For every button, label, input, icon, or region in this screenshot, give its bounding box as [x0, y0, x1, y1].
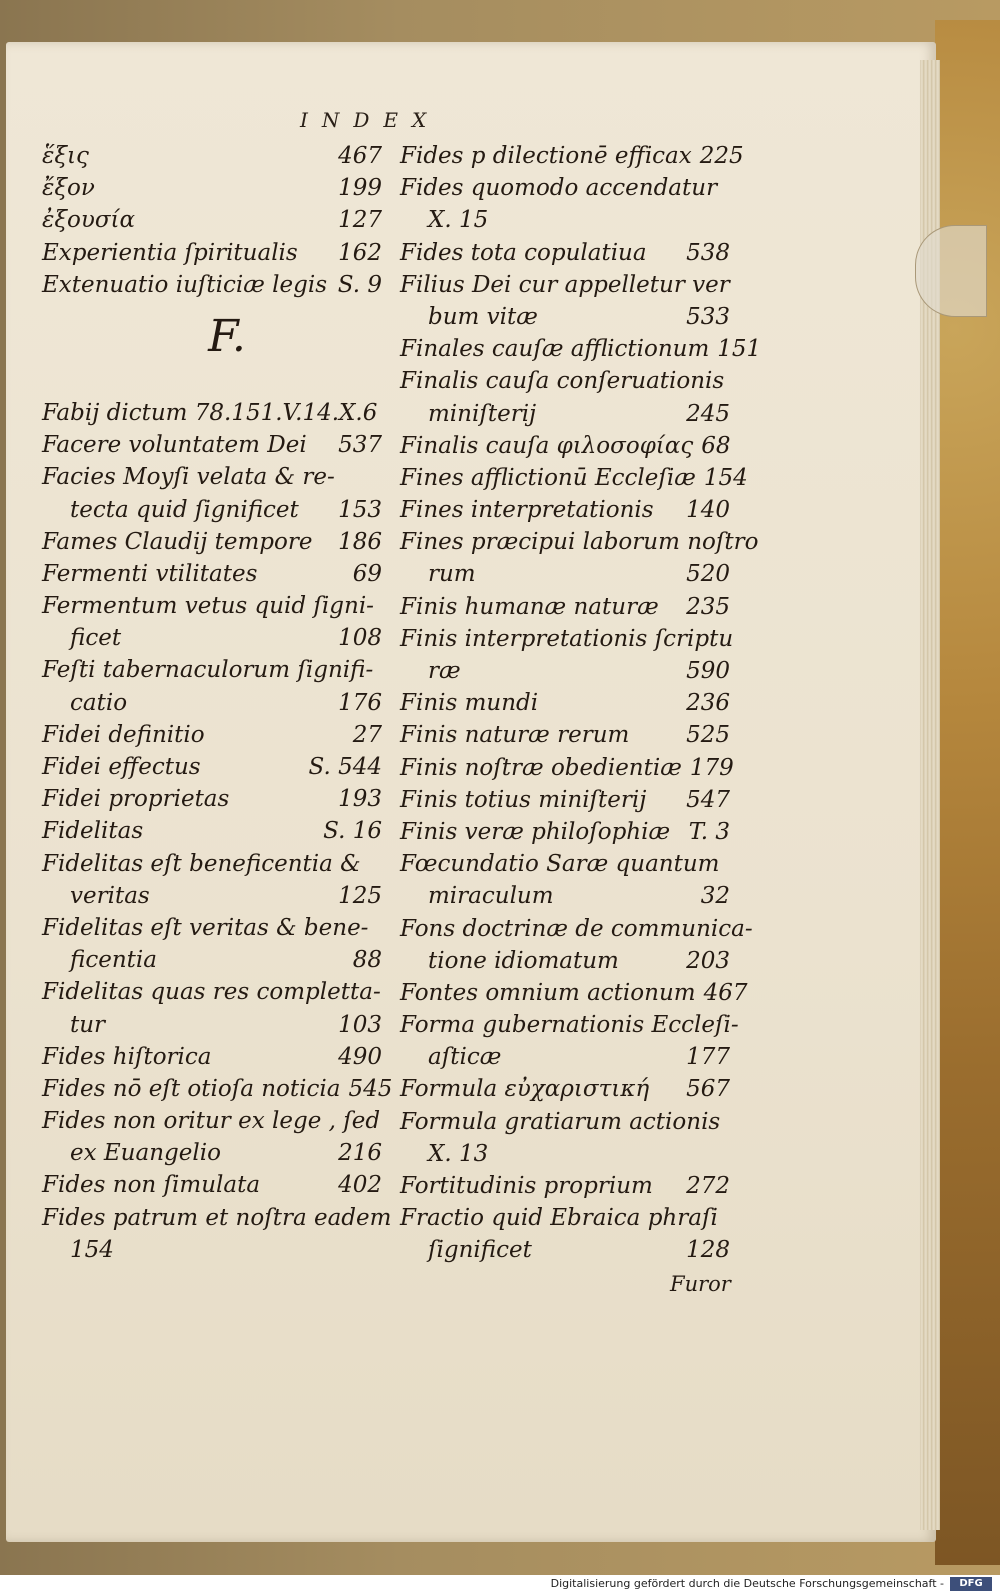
page-reference [381, 976, 389, 1008]
index-term: X. 15 [428, 207, 489, 234]
index-entry [42, 269, 382, 301]
index-term: Feſti tabernaculorum ſignifi- [42, 657, 374, 684]
index-entry [400, 1106, 730, 1138]
page-reference: 140 [686, 497, 730, 524]
index-term: Fractio quid Ebraica phraſi [400, 1205, 718, 1232]
index-term: Fontes omnium actionum [400, 979, 696, 1006]
page-reference [724, 365, 732, 397]
index-term: Fidelitas eſt beneficentia & [42, 850, 361, 877]
index-term: Fides patrum et noſtra eadem [42, 1204, 392, 1231]
catchword: Furor [670, 1272, 731, 1296]
index-term: Finis humanæ naturæ [400, 593, 659, 620]
page-reference: 27 [352, 721, 382, 748]
page-reference: 193 [338, 786, 382, 813]
index-term: Fermentum vetus quid ſigni- [42, 593, 374, 620]
index-term: Forma gubernationis Eccleſi- [400, 1012, 739, 1039]
page-reference: 199 [338, 175, 382, 202]
index-term: Fidei effectus [42, 754, 201, 780]
page-reference: 590 [686, 658, 730, 684]
index-term: aſticæ [428, 1044, 502, 1071]
index-entry [42, 622, 382, 654]
index-entry [400, 204, 730, 236]
index-entry [400, 398, 730, 430]
index-entry [42, 494, 382, 526]
index-term: veritas [70, 882, 150, 909]
page-reference: 68 [701, 432, 731, 459]
page-reference: 520 [686, 561, 730, 588]
page-reference: 490 [338, 1043, 382, 1070]
index-entry [400, 816, 730, 848]
index-entry [42, 590, 382, 622]
page-reference: 537 [338, 432, 382, 459]
index-term: Facere voluntatem Dei [42, 432, 307, 459]
page-reference [374, 461, 382, 493]
index-entry [400, 848, 730, 880]
page-reference [377, 397, 385, 429]
page-reference [374, 912, 382, 944]
index-entry [400, 687, 730, 719]
page-reference: 151 [717, 336, 762, 363]
index-term: Finis interpretationis ſcriptu [400, 625, 734, 652]
index-term: X. 13 [428, 1140, 489, 1167]
index-term: Experientia ſpiritualis [42, 239, 298, 266]
index-entry [42, 237, 382, 269]
page-reference: 154 [703, 464, 748, 491]
index-entry [42, 751, 382, 783]
index-entry [42, 558, 382, 590]
index-term: catio [70, 689, 128, 716]
index-term: bum vitæ [428, 303, 538, 330]
index-term: Facies Moyſi velata & re- [42, 464, 335, 491]
index-entry [42, 1009, 382, 1041]
page-reference [722, 204, 730, 236]
index-entry [42, 944, 382, 976]
page-reference: 525 [686, 722, 730, 749]
index-term: Filius Dei cur appelletur ver [400, 271, 730, 298]
index-term: Formula εὐχαριστική [400, 1076, 650, 1103]
index-term: Fabij dictum 78.151.V.14.X.6 [42, 399, 378, 426]
page-reference: 177 [686, 1044, 730, 1071]
index-term: Fides quomodo accendatur [400, 175, 718, 202]
index-entry [400, 945, 730, 977]
page-reference: 32 [700, 883, 730, 910]
index-term: ἐξουσία [42, 207, 136, 234]
index-entry [42, 172, 382, 204]
index-term: Formula gratiarum actionis [400, 1108, 721, 1135]
page-reference [739, 1009, 747, 1041]
index-term: miniſterij [428, 400, 537, 427]
page-reference: 547 [686, 786, 730, 813]
index-entry [400, 494, 730, 526]
index-entry [400, 140, 744, 172]
index-term: ræ [428, 658, 461, 684]
index-term: ſignificet [428, 1237, 532, 1264]
index-entry [42, 880, 382, 912]
index-entry [400, 1202, 730, 1234]
index-term: ficet [70, 625, 122, 652]
index-term: Fons doctrinæ de communica- [400, 915, 753, 942]
page-reference: 236 [686, 690, 730, 717]
index-entry [42, 719, 382, 751]
index-term: ἕξις [42, 143, 89, 169]
index-term: Fidelitas eſt veritas & bene- [42, 914, 369, 941]
page-reference: 179 [689, 754, 734, 781]
index-entry [400, 333, 762, 365]
page-reference [722, 1106, 730, 1138]
index-term: Finales cauſæ afflictionum [400, 336, 710, 363]
index-entry [400, 430, 730, 462]
page-reference: T. 3 [688, 818, 730, 845]
index-term: Fortitudinis proprium [400, 1173, 653, 1199]
page-reference [730, 269, 738, 301]
index-entry [42, 687, 382, 719]
index-entry [400, 558, 730, 590]
index-entry [42, 204, 382, 236]
index-term: Finis veræ philoſophiæ [400, 818, 671, 845]
page-header: INDEX [300, 108, 441, 132]
section-letter: F. [208, 310, 246, 362]
index-term: Extenuatio iuſticiæ legis [42, 271, 328, 298]
page-reference: 88 [352, 947, 382, 974]
page-reference [374, 848, 382, 880]
page-reference: 567 [686, 1076, 730, 1103]
index-term: Finis naturæ rerum [400, 722, 630, 749]
index-column-left [42, 140, 393, 1266]
page-reference: 216 [338, 1140, 382, 1167]
footer-credit: Digitalisierung gefördert durch die Deutsche Forschungsgemeinschaft - [550, 1577, 944, 1590]
index-term: 154 [70, 1236, 114, 1263]
page-reference: 467 [703, 979, 748, 1006]
index-term: ἔξον [42, 175, 95, 202]
index-column-right [400, 140, 762, 1267]
page-reference: 245 [686, 400, 730, 427]
page-reference: 545 [348, 1075, 393, 1102]
index-term: tione idiomatum [428, 947, 619, 974]
page-reference [758, 526, 766, 558]
index-entry [42, 783, 382, 815]
index-entry [42, 1234, 382, 1266]
page-reference: 125 [338, 882, 382, 909]
page-reference: 533 [686, 303, 730, 330]
index-term: Fames Claudij tempore [42, 528, 313, 555]
index-entry [42, 848, 382, 880]
index-term: Fides p dilectionē efficax [400, 143, 692, 169]
index-term: Finalis cauſa φιλοσοφίας [400, 432, 694, 459]
index-term: Fides tota copulatiua [400, 239, 647, 266]
index-term: Finis totius miniſterij [400, 786, 647, 813]
index-term: Finis mundi [400, 690, 539, 717]
index-tab-marker [915, 225, 987, 317]
page-reference [722, 848, 730, 880]
index-entry [400, 880, 730, 912]
index-term: Fidei proprietas [42, 786, 230, 813]
page-reference: S. 16 [323, 818, 382, 845]
index-term: Fidelitas quas res completta- [42, 979, 381, 1006]
index-entry [400, 1138, 730, 1170]
index-entry [400, 784, 730, 816]
page-reference: 225 [699, 143, 744, 169]
index-entry [400, 913, 753, 945]
index-entry [400, 655, 730, 687]
index-entry [400, 462, 748, 494]
index-term: Fides nō eſt otioſa noticia [42, 1075, 341, 1102]
page-reference: S. 544 [308, 754, 382, 780]
index-entry [42, 397, 382, 429]
index-entry [42, 912, 382, 944]
page-reference: 128 [686, 1237, 730, 1264]
index-term: Finalis cauſa conſeruationis [400, 368, 725, 395]
index-term: Fides non oritur ex lege , ſed [42, 1108, 381, 1135]
index-term: tecta quid ſignificet [70, 496, 299, 523]
index-term: tur [70, 1011, 106, 1038]
page-reference [374, 654, 382, 686]
page-reference [722, 172, 730, 204]
page-reference [374, 590, 382, 622]
page-reference [722, 1138, 730, 1170]
index-term: Fides non ſimulata [42, 1172, 261, 1199]
page-reference: 235 [686, 593, 730, 620]
page-reference: 186 [338, 528, 382, 555]
index-entry [42, 654, 382, 686]
index-entry [42, 1202, 392, 1234]
index-entry [400, 623, 734, 655]
page-reference: 69 [352, 560, 382, 587]
index-entry [42, 461, 382, 493]
index-entry [42, 815, 382, 847]
index-entry [42, 526, 382, 558]
index-entry [400, 1073, 730, 1105]
index-entry [42, 429, 382, 461]
index-entry [400, 977, 748, 1009]
page-reference [374, 1234, 382, 1266]
index-entry [42, 1073, 393, 1105]
index-entry [400, 301, 730, 333]
index-term: Fermenti vtilitates [42, 560, 258, 587]
page-reference: 108 [338, 625, 382, 652]
index-entry [42, 1137, 382, 1169]
page-reference: 162 [338, 239, 382, 266]
index-entry [42, 1041, 382, 1073]
index-entry [42, 976, 382, 1008]
page-reference: 127 [338, 207, 382, 234]
index-entry [400, 1041, 730, 1073]
page-reference: 467 [338, 143, 382, 169]
index-term: ficentia [70, 947, 157, 974]
page-reference [733, 623, 741, 655]
dfg-logo: DFG [950, 1577, 992, 1591]
index-term: Fides hiſtorica [42, 1043, 212, 1070]
index-entry [400, 365, 730, 397]
index-entry [400, 1234, 730, 1266]
page-reference [753, 913, 761, 945]
index-entry [400, 237, 730, 269]
index-term: Fœcundatio Saræ quantum [400, 851, 720, 878]
index-term: rum [428, 561, 476, 588]
index-entry [400, 172, 730, 204]
page-reference: S. 9 [337, 271, 382, 298]
index-entry [42, 140, 382, 172]
index-entry [400, 1009, 739, 1041]
index-entry [42, 1169, 382, 1201]
index-entry [42, 1105, 382, 1137]
page-reference: 153 [338, 496, 382, 523]
index-entry [400, 752, 734, 784]
page-reference [380, 1105, 388, 1137]
index-term: Fidei definitio [42, 721, 205, 748]
page-reference: 103 [338, 1011, 382, 1038]
index-term: Fines afflictionū Eccleſiæ [400, 464, 696, 491]
index-entry [400, 591, 730, 623]
page-reference [391, 1202, 399, 1234]
index-term: Fines præcipui laborum noſtro [400, 529, 759, 556]
page-reference [722, 1202, 730, 1234]
index-entry [400, 269, 730, 301]
page-reference: 272 [686, 1173, 730, 1199]
index-entry [400, 719, 730, 751]
page-reference: 402 [338, 1172, 382, 1199]
index-entry [400, 526, 759, 558]
index-term: miraculum [428, 883, 554, 910]
page-reference: 538 [686, 239, 730, 266]
page-reference: 176 [338, 689, 382, 716]
index-entry [400, 1170, 730, 1202]
index-term: ex Euangelio [70, 1140, 221, 1167]
index-term: Fidelitas [42, 818, 144, 845]
page-reference: 203 [686, 947, 730, 974]
index-term: Finis noſtræ obedientiæ [400, 754, 682, 781]
index-term: Fines interpretationis [400, 497, 654, 524]
